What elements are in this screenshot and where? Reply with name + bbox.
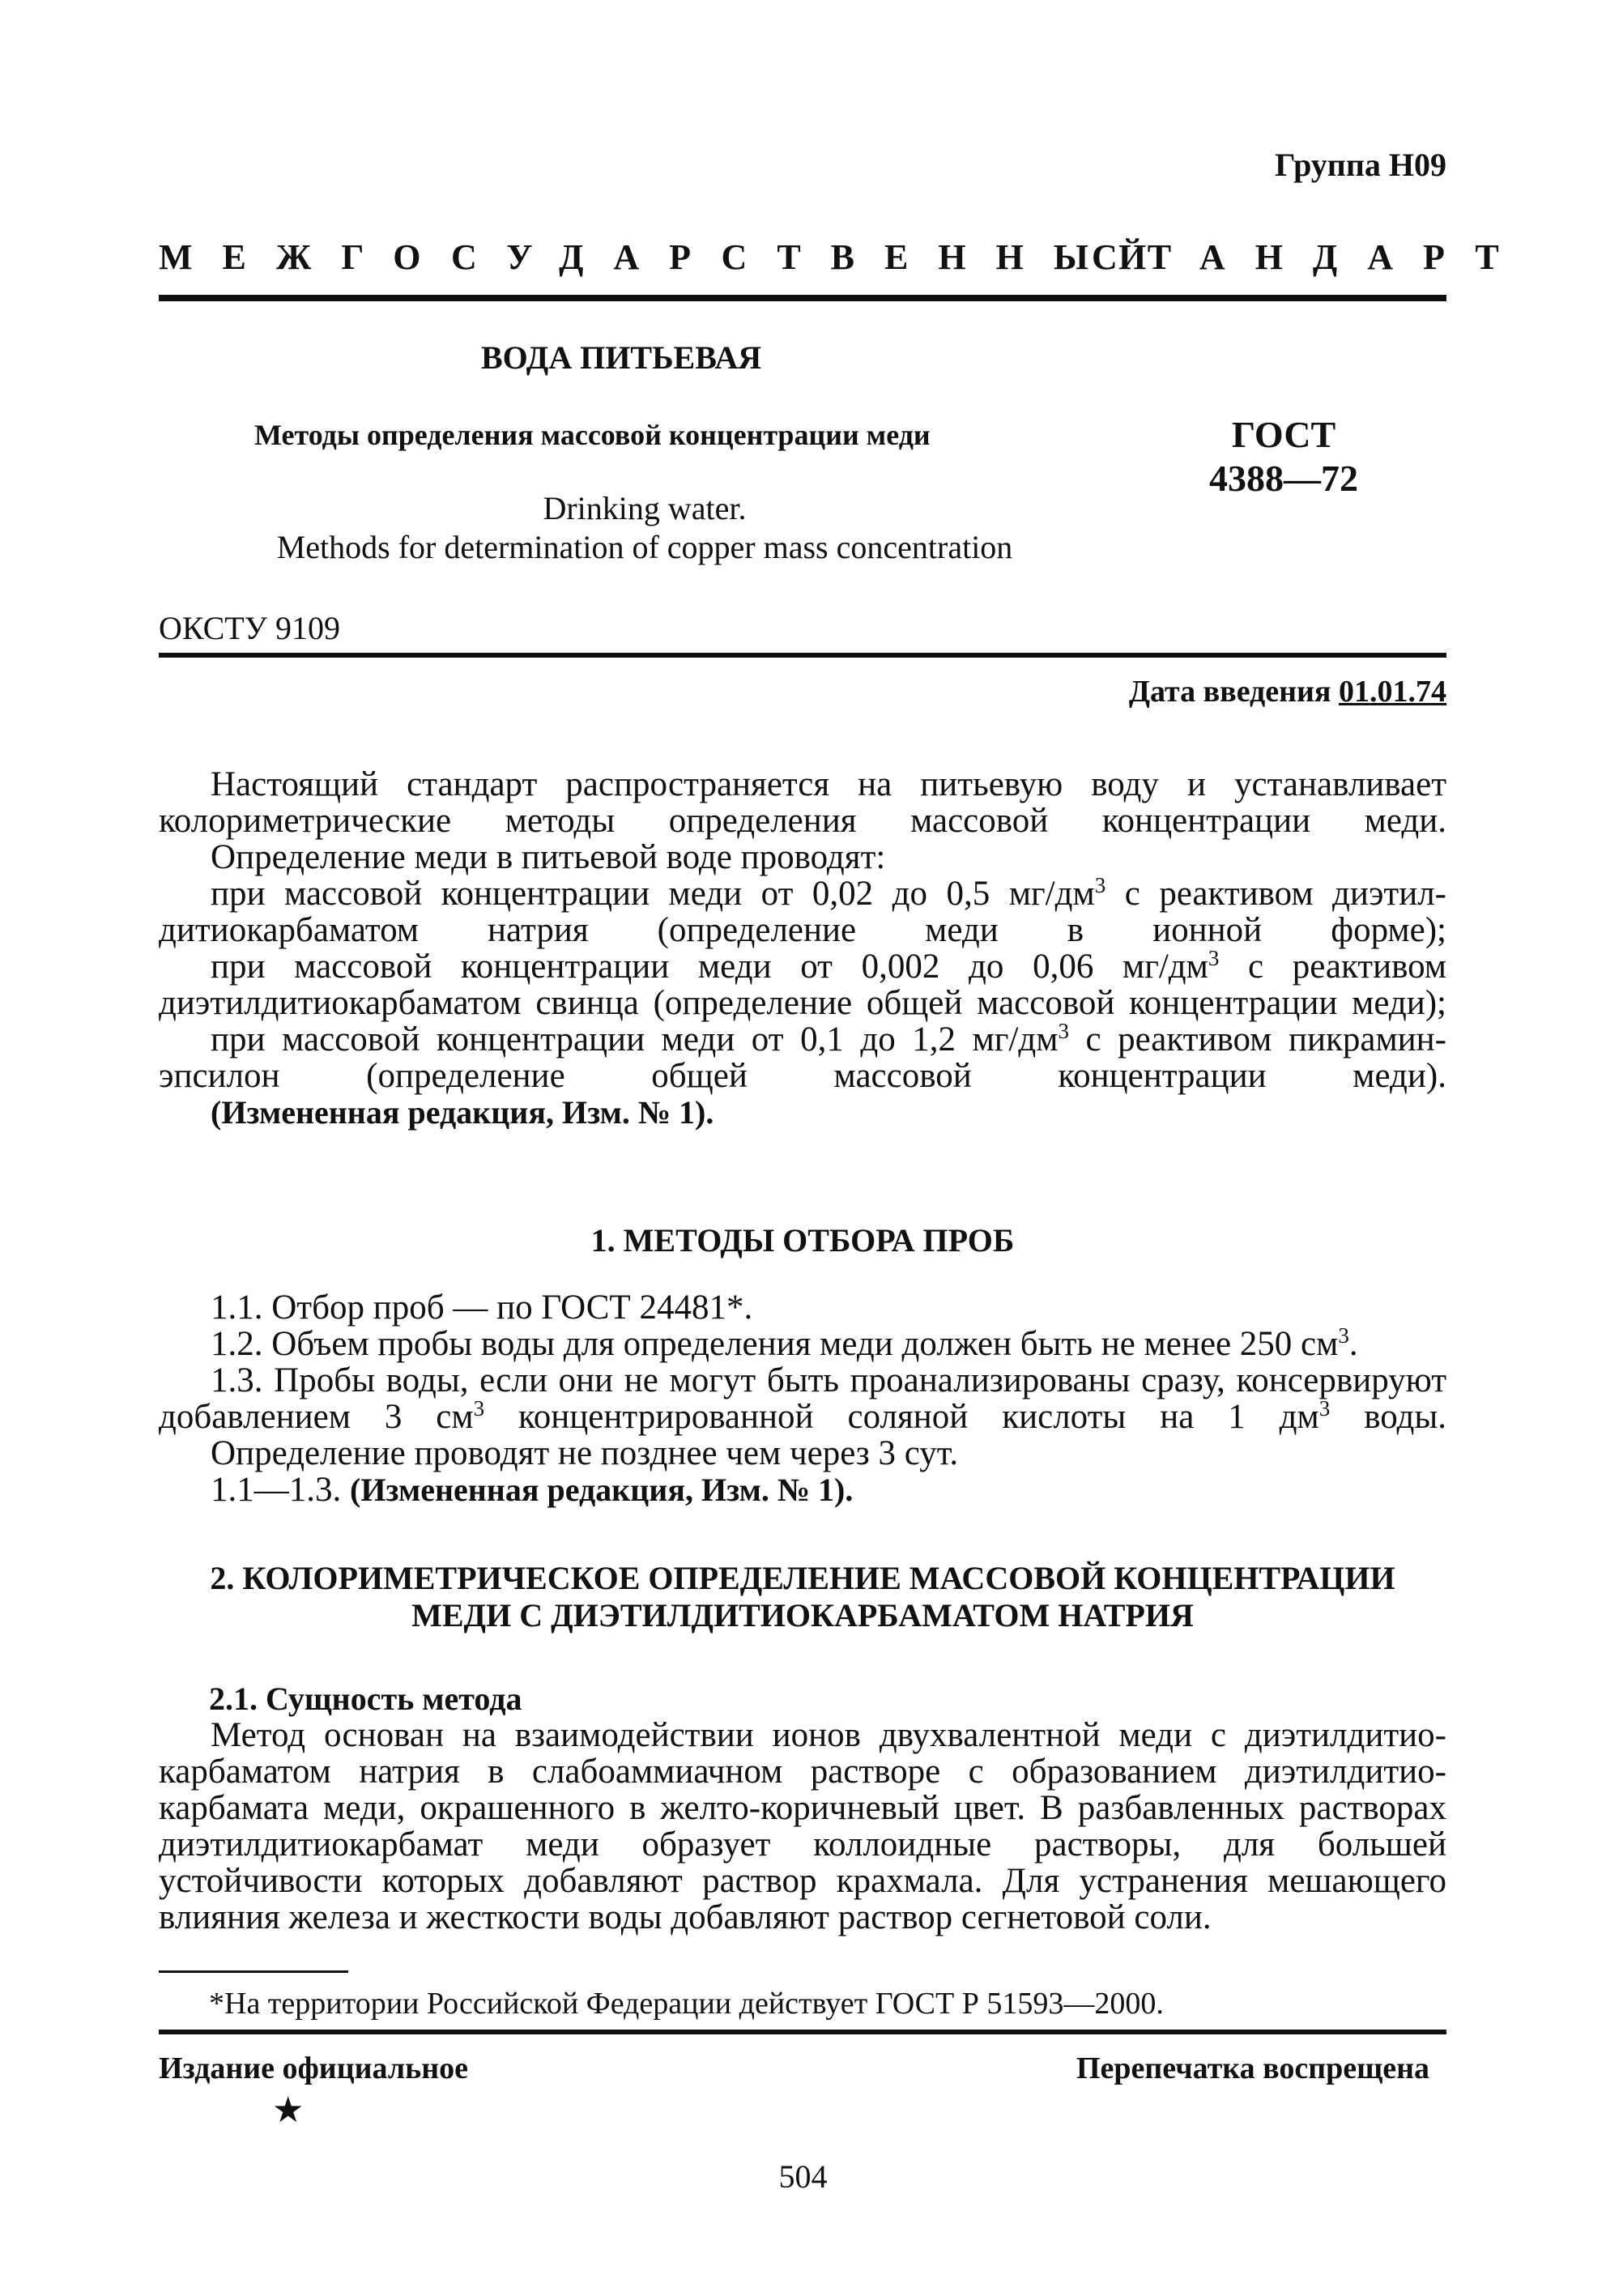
official-edition-label: Издание официальное: [159, 2051, 469, 2085]
star-icon: ★: [272, 2089, 305, 2131]
intro-paragraph: Настоящий стандарт распространяется на питьевую воду и устанавливает колориметрические методы определения массовой концентрации меди.: [159, 765, 1446, 840]
section-2-heading: [159, 1560, 1446, 1634]
intro-paragraph: Определение меди в питьевой воде проводят:: [211, 838, 886, 876]
section-2-heading-line-2: МЕДИ С ДИЭТИЛДИТИОКАРБАМАТОМ НАТРИЯ: [411, 1597, 1194, 1634]
gost-number: 4388—72: [1209, 458, 1358, 499]
section-1-paragraph: 1.2. Объем пробы воды для определения меди должен быть не менее 250 $см^3$.: [211, 1323, 1358, 1363]
intro-paragraph: при массовой концентрации меди от 0,02 до 0,5 $мг/дм^3$ с реактивом диэтилдитиокарбаматом натрия (определение меди в ионной форме);: [159, 873, 1446, 949]
footnote-separator: [159, 1970, 348, 1973]
subtitle-en-line-1: Drinking water.: [543, 490, 747, 526]
footer-rule: [159, 2030, 1446, 2034]
okstu-rule: [159, 653, 1446, 658]
document-subtitle-en: [159, 489, 1131, 567]
page-number: 504: [778, 2158, 828, 2195]
gost-designation: [1166, 413, 1401, 501]
okstu-code: ОКСТУ 9109: [159, 610, 341, 646]
section-1-paragraph: 1.1. Отбор проб — по ГОСТ 24481*.: [211, 1289, 753, 1327]
section-2-paragraph: Метод основан на взаимодействии ионов двухвалентной меди с диэтилдитиокарбаматом натрия в слабоаммиачном растворе с образованием диэтилдитиокарбамата меди, окрашенного в желто-коричневый цвет. В разбавленных растворах диэтилдитиокарбамат меди образует коллоидные растворы, для большей устойчивости которых добавляют раствор крахмала. Для устранения мешающего влияния железа и жесткости воды добавляют раствор сегнетовой соли.: [159, 1716, 1446, 1936]
amendment-note: (Измененная редакция, Изм. № 1).: [211, 1094, 714, 1131]
section-1-paragraph: 1.3. Пробы воды, если они не могут быть проанализированы сразу, консервируют добавлением 3 $см^3$ концентрированной соляной кислоты на 1 $дм^3$ воды.: [159, 1361, 1446, 1436]
date-value: 01.01.74: [1339, 675, 1446, 709]
section-2-1-heading: 2.1. Сущность метода: [209, 1680, 522, 1717]
date-label: Дата введения: [1128, 675, 1331, 709]
group-label: Группа Н09: [1275, 147, 1446, 183]
section-2-1-body: [159, 1717, 1446, 1936]
thick-top-rule: [159, 295, 1446, 301]
document-title: ВОДА ПИТЬЕВАЯ: [481, 339, 762, 376]
introduction-body: [159, 766, 1446, 1131]
introduction-date: [1129, 674, 1446, 709]
gost-label: ГОСТ: [1231, 414, 1336, 455]
section-1-heading: 1. МЕТОДЫ ОТБОРА ПРОБ: [590, 1222, 1015, 1259]
standard-banner-right: СТАНДАРТ: [1092, 237, 1529, 277]
section-1-paragraph: 1.1—1.3. (Измененная редакция, Изм. № 1).: [211, 1471, 854, 1509]
section-1-body: [159, 1289, 1446, 1508]
intro-paragraph: при массовой концентрации меди от 0,002 до 0,06 $мг/дм^3$ с реактивом диэтилдитиокарбаматом свинца (определение общей массовой концентрации меди);: [159, 946, 1447, 1022]
section-2-heading-line-1: 2. КОЛОРИМЕТРИЧЕСКОЕ ОПРЕДЕЛЕНИЕ МАССОВОЙ КОНЦЕНТРАЦИИ: [210, 1560, 1395, 1596]
section-1-paragraph: Определение проводят не позднее чем через 3 сут.: [211, 1434, 959, 1472]
standard-banner-left: МЕЖГОСУДАРСТВЕННЫЙ: [159, 237, 1177, 277]
reprint-prohibited-label: Перепечатка воспрещена: [1076, 2051, 1429, 2085]
document-subtitle-ru: Методы определения массовой концентрации меди: [254, 419, 931, 451]
footnote: *На территории Российской Федерации действует ГОСТ Р 51593—2000.: [209, 1987, 1164, 2021]
subtitle-en-line-2: Methods for determination of copper mass concentration: [276, 529, 1013, 565]
intro-paragraph: при массовой концентрации меди от 0,1 до 1,2 $мг/дм^3$ с реактивом пикрамин-эпсилон (определение общей массовой концентрации меди).: [159, 1019, 1446, 1095]
